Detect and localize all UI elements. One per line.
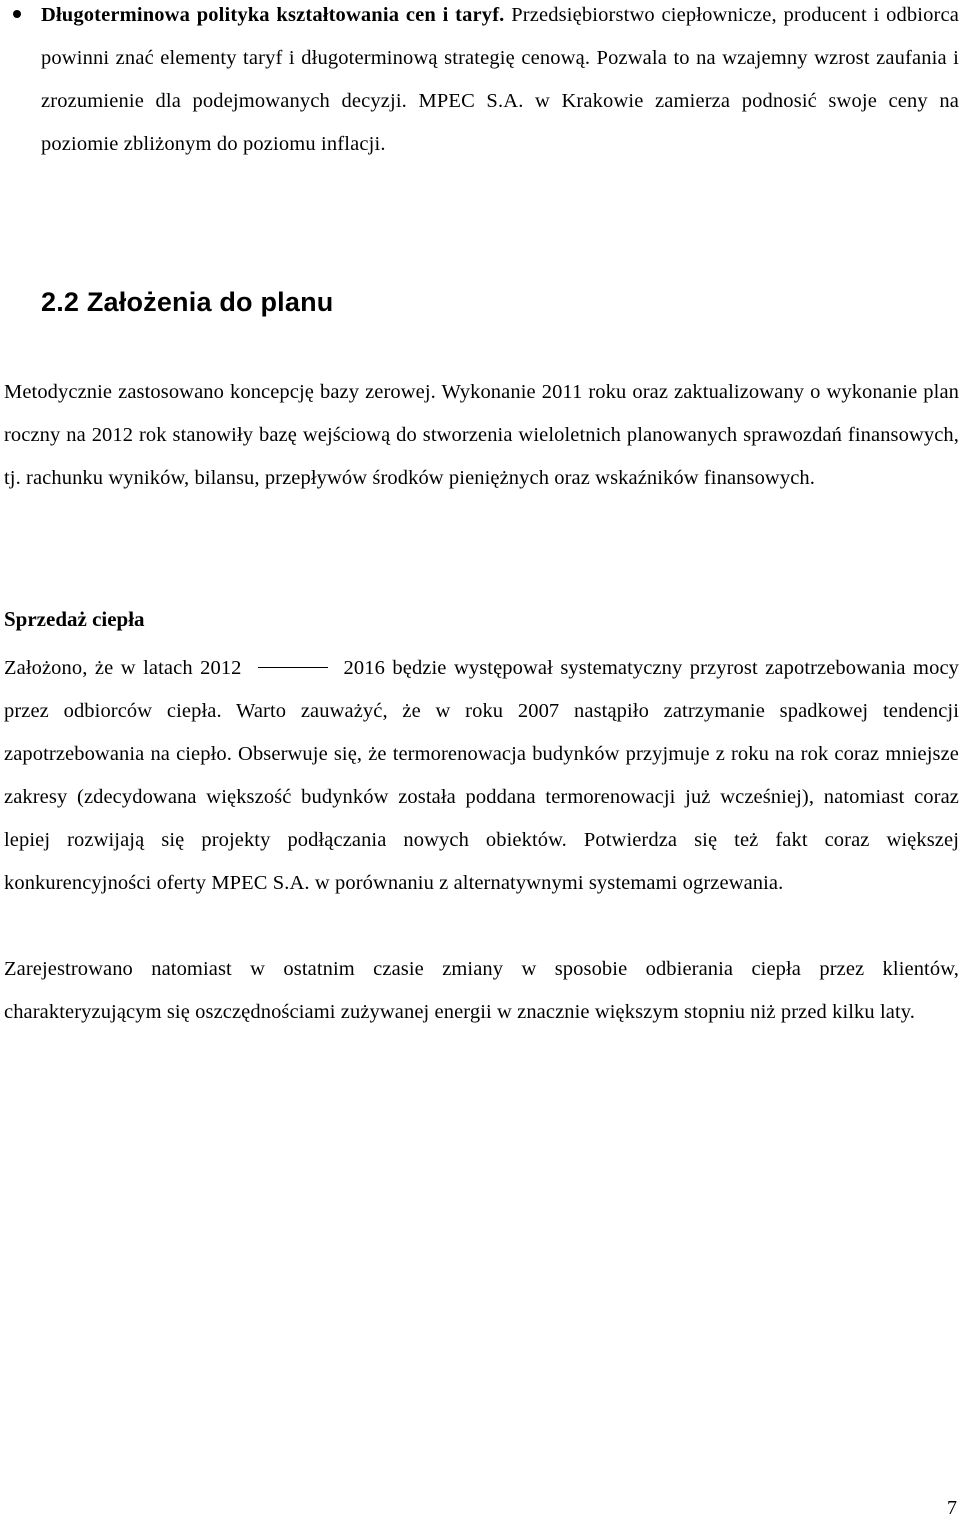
- page-number: 7: [947, 1497, 957, 1519]
- paragraph-heat-demand-rest: 2016 będzie występował systematyczny przyrost zapotrzebowania mocy przez odbiorców ciepła. Warto zauważyć, że w roku 2007 nastąpiło zatrzymanie spadkowej tendencji zapotrzebowania na ciepło. Obserwuje się, że termorenowacja budynków przyjmuje z roku na rok coraz mniejsze zakresy (zdecydowana większość budynków została poddana termorenowacji już wcześniej), natomiast coraz lepiej rozwijają się projekty podłączania nowych obiektów. Potwierdza się też fakt coraz większej konkurencyjności oferty MPEC S.A. w porównaniu z alternatywnymi systemami ogrzewania.: [4, 657, 959, 894]
- paragraph-consumption-changes: Zarejestrowano natomiast w ostatnim czasie zmiany w sposobie odbierania ciepła przez klientów, charakteryzującym się oszczędnościami zużywanej energii w znacznie większym stopniu niż przed kilku laty.: [4, 958, 959, 1023]
- paragraph-methodology: Metodycznie zastosowano koncepcję bazy zerowej. Wykonanie 2011 roku oraz zaktualizowany o wykonanie plan roczny na 2012 rok stanowiły bazę wejściową do stworzenia wieloletnich planowanych sprawozdań finansowych, tj. rachunku wyników, bilansu, przepływów środków pieniężnych oraz wskaźników finansowych.: [4, 381, 959, 489]
- dash-separator: [258, 667, 328, 668]
- bullet-text: [41, 0, 959, 166]
- section-heading: 2.2 Założenia do planu: [41, 287, 334, 317]
- bullet-dot-icon: [13, 10, 21, 18]
- subheading-heat-sales: Sprzedaż ciepła: [4, 607, 145, 631]
- bullet-bold-lead: Długoterminowa polityka kształtowania cen i taryf.: [41, 4, 505, 26]
- paragraph-heat-demand: [4, 647, 959, 905]
- bullet-body: Przedsiębiorstwo ciepłownicze, producent i odbiorca powinni znać elementy taryf i długoterminową strategię cenową. Pozwala to na wzajemny wzrost zaufania i zrozumienie dla podejmowanych decyzji. MPEC S.A. w Krakowie zamierza podnosić swoje ceny na poziomie zbliżonym do poziomu inflacji.: [41, 4, 960, 155]
- paragraph-heat-demand-start: Założono, że w latach 2012: [4, 657, 242, 679]
